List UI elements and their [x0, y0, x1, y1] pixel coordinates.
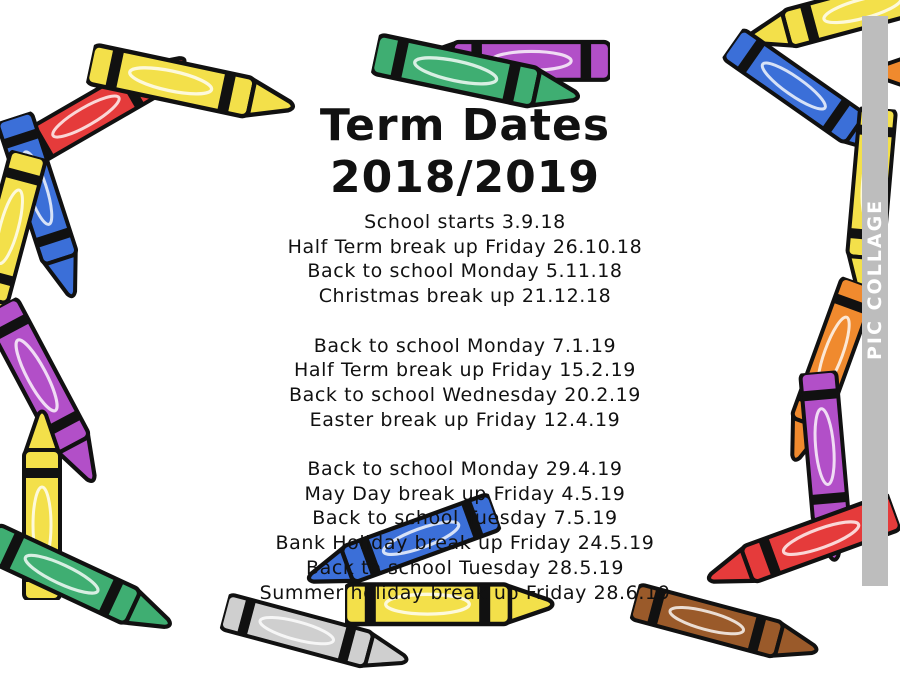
list-item: Half Term break up Friday 26.10.18	[287, 235, 643, 258]
list-item: Back to school Monday 7.1.19	[313, 334, 617, 357]
list-item: Easter break up Friday 12.4.19	[309, 408, 621, 431]
list-item: Back to school Monday 5.11.18	[307, 260, 623, 283]
list-item: Summer holiday break up Friday 28.6.19	[259, 581, 671, 604]
list-item: Half Term break up Friday 15.2.19	[294, 359, 636, 382]
list-item: School starts 3.9.18	[364, 211, 566, 233]
list-item: Back to school Tuesday 7.5.19	[312, 507, 618, 530]
list-item: Back to school Wednesday 20.2.19	[289, 383, 641, 406]
term-dates-panel	[180, 100, 750, 605]
page-title: Term Dates 2018/2019	[319, 100, 611, 203]
spacer	[180, 309, 750, 334]
list-item: Back to school Monday 29.4.19	[307, 458, 623, 480]
term-3-list	[180, 457, 750, 605]
list-item: Christmas break up 21.12.18	[318, 285, 612, 308]
term-1-list	[180, 210, 750, 309]
list-item: Back to school Tuesday 28.5.19	[305, 556, 625, 579]
pic-collage-watermark: PIC COLLAGE	[862, 16, 888, 586]
spacer	[180, 432, 750, 457]
term-2-list	[180, 334, 750, 433]
list-item: May Day break up Friday 4.5.19	[304, 482, 626, 505]
list-item: Bank Holiday break up Friday 24.5.19	[275, 532, 655, 555]
